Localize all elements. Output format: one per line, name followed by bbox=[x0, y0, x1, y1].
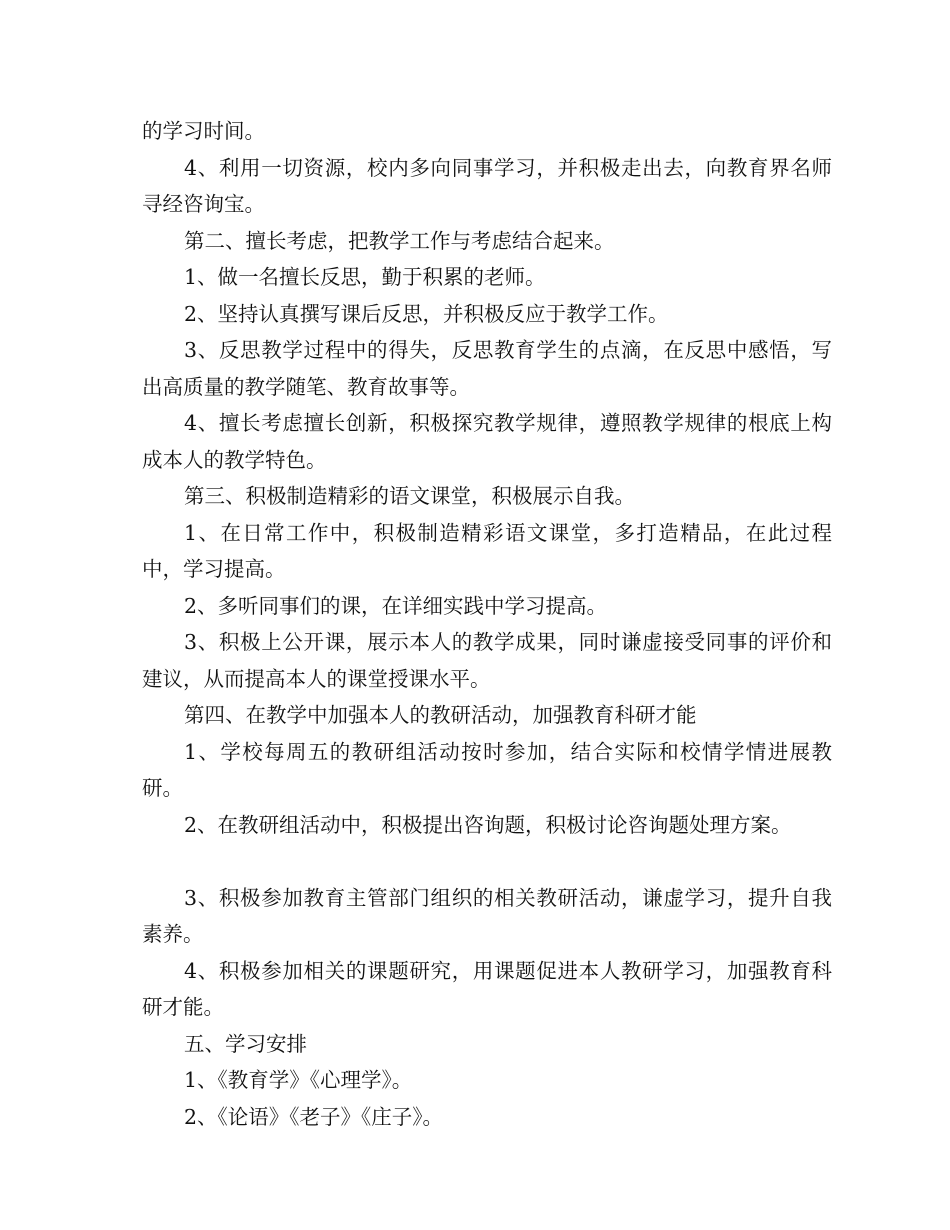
paragraph: 4、利用一切资源，校内多向同事学习，并积极走出去，向教育界名师寻经咨询宝。 bbox=[142, 155, 832, 216]
paragraph: 1、学校每周五的教研组活动按时参加，结合实际和校情学情进展教研。 bbox=[142, 739, 832, 800]
document-body bbox=[142, 113, 832, 1135]
paragraph: 1、在日常工作中，积极制造精彩语文课堂，多打造精品，在此过程中，学习提高。 bbox=[142, 520, 832, 581]
paragraph: 1、《教育学》《心理学》。 bbox=[184, 1068, 413, 1092]
paragraph: 3、积极上公开课，展示本人的教学成果，同时谦虚接受同事的评价和建议，从而提高本人的课堂授课水平。 bbox=[142, 630, 832, 691]
paragraph: 2、《论语》《老子》《庄子》。 bbox=[184, 1104, 444, 1129]
paragraph: 4、擅长考虑擅长创新，积极探究教学规律，遵照教学规律的根底上构成本人的教学特色。 bbox=[142, 411, 832, 472]
section-heading: 第二、擅长考虑，把教学工作与考虑结合起来。 bbox=[184, 228, 615, 253]
section-heading: 第三、积极制造精彩的语文课堂，积极展示自我。 bbox=[184, 484, 635, 508]
section-heading: 第四、在教学中加强本人的教研活动，加强教育科研才能 bbox=[184, 703, 697, 727]
paragraph: 3、反思教学过程中的得失，反思教育学生的点滴，在反思中感悟，写出高质量的教学随笔、教育故事等。 bbox=[142, 338, 832, 399]
paragraph: 4、积极参加相关的课题研究，用课题促进本人教研学习，加强教育科研才能。 bbox=[142, 958, 832, 1019]
paragraph: 2、多听同事们的课，在详细实践中学习提高。 bbox=[184, 593, 608, 618]
paragraph: 的学习时间。 bbox=[142, 119, 265, 143]
paragraph: 3、积极参加教育主管部门组织的相关教研活动，谦虚学习，提升自我素养。 bbox=[142, 885, 832, 946]
section-heading: 五、学习安排 bbox=[184, 1031, 307, 1056]
paragraph: 1、做一名擅长反思，勤于积累的老师。 bbox=[184, 265, 546, 289]
paragraph: 2、坚持认真撰写课后反思，并积极反应于教学工作。 bbox=[184, 301, 669, 326]
paragraph: 2、在教研组活动中，积极提出咨询题，积极讨论咨询题处理方案。 bbox=[184, 812, 792, 837]
blank-line bbox=[142, 843, 832, 880]
